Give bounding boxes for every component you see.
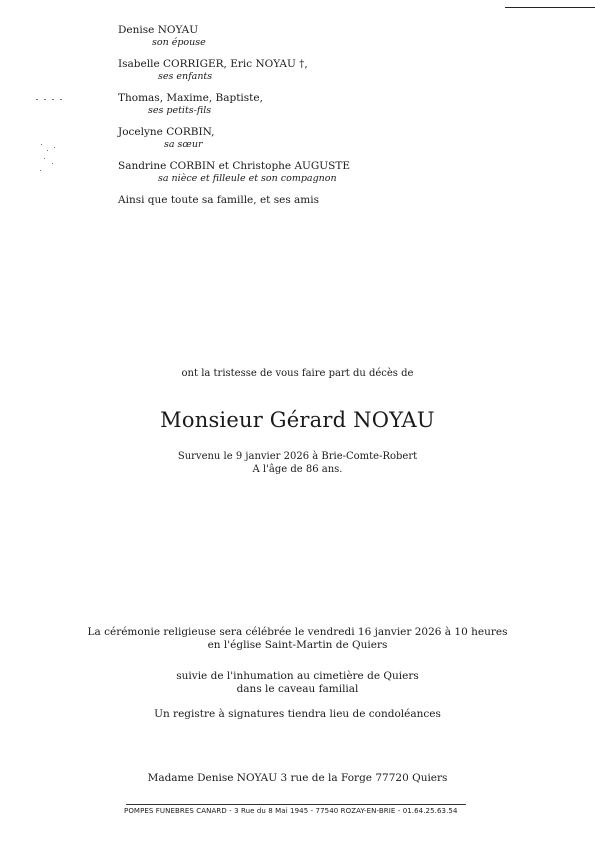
death-info [0,450,595,476]
funeral-home-footer: POMPES FUNEBRES CANARD - 3 Rue du 8 Mai 1945 - 77540 ROZAY-EN-BRIE - 01.64.25.63.54 [124,807,458,815]
death-age: A l'âge de 86 ans. [252,464,343,475]
closing-line: Ainsi que toute sa famille, et ses amis [118,194,320,206]
family-member-role: son épouse [152,37,206,48]
death-date-place: Survenu le 9 janvier 2026 à Brie-Comte-Robert [177,451,418,462]
family-entry [118,160,478,185]
scan-speck [44,158,45,159]
family-member-name: Isabelle CORRIGER, Eric NOYAU †, [118,58,308,70]
scan-speck [52,99,54,100]
burial-info [0,670,595,696]
registry-note: Un registre à signatures tiendra lieu de condoléances [154,708,441,720]
ceremony-location: en l'église Saint-Martin de Quiers [207,639,388,651]
family-list [118,24,478,207]
scan-speck [44,99,46,100]
scan-speck [40,170,41,171]
family-member-role: ses petits-fils [148,105,212,116]
scan-speck [41,144,42,145]
burial-vault: dans le caveau familial [236,683,359,695]
scan-speck [60,99,62,100]
top-edge-rule [505,0,595,8]
scan-speck [54,147,55,148]
scan-speck [36,99,38,100]
ceremony-info [0,626,595,652]
family-entry [118,58,478,83]
family-member-name: Sandrine CORBIN et Christophe AUGUSTE [118,160,351,172]
family-entry [118,92,478,117]
family-entry [118,24,478,49]
deceased-name: Monsieur Gérard NOYAU [160,408,435,432]
burial-cemetery: suivie de l'inhumation au cimetière de Quiers [176,670,419,682]
family-member-name: Denise NOYAU [118,24,199,36]
family-member-role: sa nièce et filleule et son compagnon [158,173,337,184]
family-address: Madame Denise NOYAU 3 rue de la Forge 77720 Quiers [147,772,448,784]
family-member-role: ses enfants [158,71,213,82]
family-member-role: sa sœur [164,139,203,150]
family-entry [118,126,478,151]
scan-speck [47,150,48,151]
ceremony-date: La cérémonie religieuse sera célébrée le vendredi 16 janvier 2026 à 10 heures [87,626,508,638]
intro-text: ont la tristesse de vous faire part du décès de [181,368,414,379]
family-member-name: Thomas, Maxime, Baptiste, [118,92,263,104]
family-member-name: Jocelyne CORBIN, [118,126,215,138]
footer-rule [126,804,466,805]
scan-speck [52,163,53,164]
